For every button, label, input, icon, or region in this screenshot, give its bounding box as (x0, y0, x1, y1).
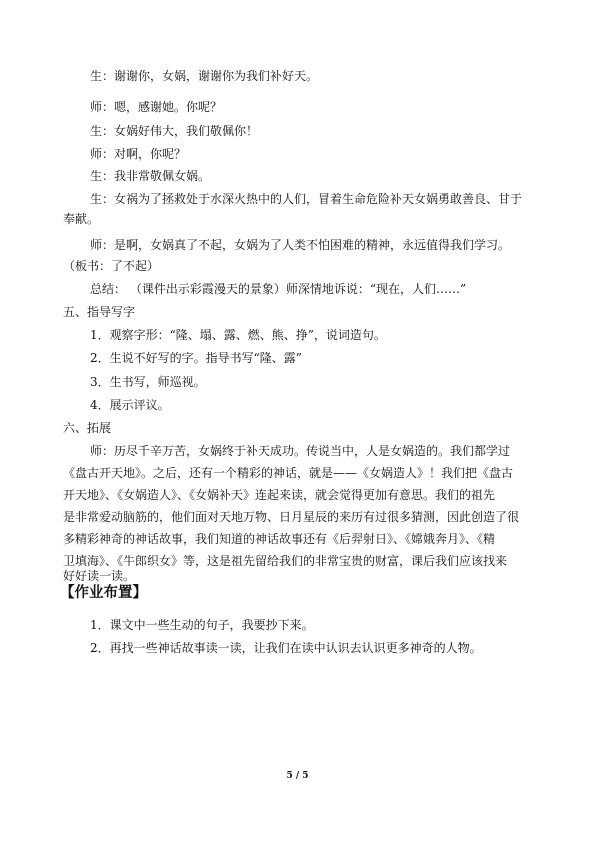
section-6-title: 六、拓展 (63, 421, 112, 435)
section-5-item: 2．生说不好写的字。指导书写“隆、露” (90, 351, 302, 365)
dialogue-line: 生：我非常敬佩女娲。 (90, 169, 211, 183)
section-6-paragraph-line: 开天地》、《女娲造人》、《女娲补天》连起来读，就会觉得更加有意思。我们的祖先 (63, 488, 496, 502)
dialogue-line: 生：女祸为了拯救处于水深火热中的人们，冒着生命危险补天女娲勇敢善良、甘于 (90, 192, 523, 206)
section-5-item: 3．生书写，师巡视。 (90, 375, 206, 389)
dialogue-line: 师：是啊，女娲真了不起，女娲为了人类不怕困难的精神，永远值得我们学习。 (90, 238, 511, 252)
page-number: 5 / 5 (286, 771, 309, 781)
section-6-paragraph-line: 好好读一读。 (63, 569, 136, 583)
section-6-paragraph-line: 师：历尽千辛万苦，女娲终于补天成功。传说当中，人是女娲造的。我们都学过 (90, 444, 511, 458)
blackboard-note: （板书：了不起） (63, 259, 160, 273)
dialogue-line: 生：女娲好伟大，我们敬佩你！ (90, 124, 259, 138)
dialogue-line: 师：嗯，感谢她。你呢？ (90, 100, 223, 114)
summary-line: 总结： （课件出示彩霞漫天的景象）师深情地诉说：“现在，人们……” (90, 282, 467, 296)
dialogue-line: 师：对啊，你呢？ (90, 147, 187, 161)
section-6-paragraph-line: 卫填海》、《牛郎织女》等，这是祖先留给我们的非常宝贵的财富，课后我们应该找来 (63, 554, 508, 568)
homework-item: 2．再找一些神话故事读一读，让我们在读中认识去认识更多神奇的人物。 (90, 641, 482, 655)
section-5-item: 4．展示评议。 (90, 398, 170, 412)
dialogue-line: 奉献。 (63, 212, 100, 226)
homework-item: 1．课文中一些生动的句子，我要抄下来。 (90, 618, 314, 632)
section-5-title: 五、指导写字 (63, 305, 136, 319)
section-6-paragraph-line: 多精彩神奇的神话故事，我们知道的神话故事还有《后羿射日》、《嫦娥奔月》、《精 (63, 532, 496, 546)
section-5-item: 1．观察字形：“隆、塌、露、燃、熊、挣”，说词造句。 (90, 328, 386, 342)
dialogue-line: 生：谢谢你，女娲，谢谢你为我们补好天。 (90, 69, 319, 83)
section-6-paragraph-line: 《盘古开天地》。之后，还有一个精彩的神话，就是——《女娲造人》！我们把《盘古 (63, 466, 514, 480)
homework-heading: 【作业布置】 (60, 585, 147, 601)
section-6-paragraph-line: 是非常爱动脑筋的，他们面对天地万物、日月星辰的来历有过很多猜测，因此创造了很 (63, 510, 520, 524)
